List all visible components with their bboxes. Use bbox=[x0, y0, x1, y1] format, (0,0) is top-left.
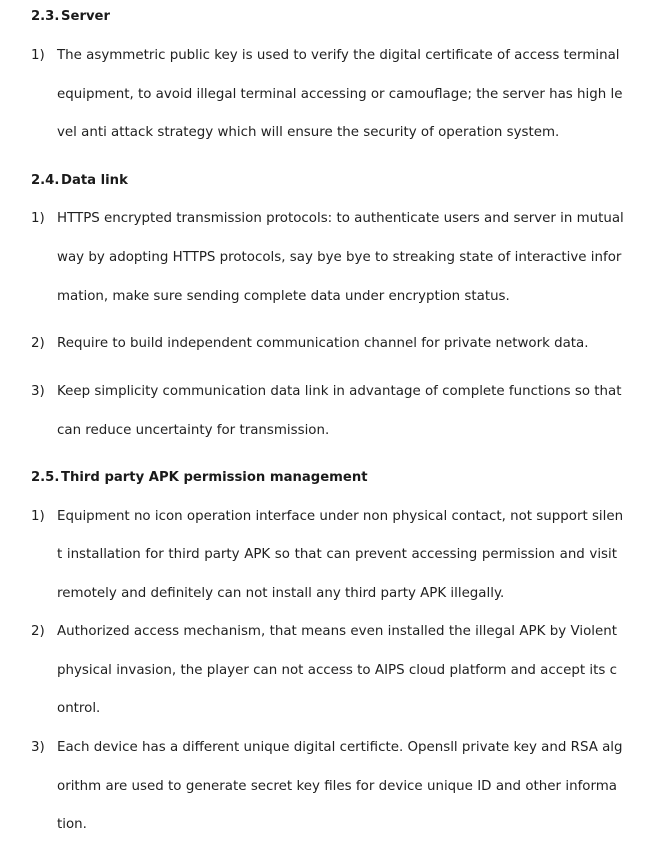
list-marker: 1) bbox=[31, 211, 45, 226]
list-marker: 1) bbox=[31, 509, 45, 524]
paragraph-line: HTTPS encrypted transmission protocols: to authenticate users and server in mutual bbox=[57, 211, 624, 226]
paragraph-line: Each device has a different unique digital certificte. Opensll private key and RSA alg bbox=[57, 740, 623, 755]
paragraph-line: Authorized access mechanism, that means even installed the illegal APK by Violent bbox=[57, 624, 617, 639]
section-number: 2.4. bbox=[31, 173, 60, 188]
paragraph-line: The asymmetric public key is used to verify the digital certificate of access terminal bbox=[57, 48, 620, 63]
section-title: Server bbox=[61, 9, 110, 24]
list-marker: 3) bbox=[31, 740, 45, 755]
paragraph-line: Require to build independent communication channel for private network data. bbox=[57, 336, 589, 351]
list-marker: 3) bbox=[31, 384, 45, 399]
section-number: 2.3. bbox=[31, 9, 60, 24]
paragraph-line: ontrol. bbox=[57, 701, 101, 716]
paragraph-line: vel anti attack strategy which will ensure the security of operation system. bbox=[57, 125, 560, 140]
paragraph-line: t installation for third party APK so that can prevent accessing permission and visit bbox=[57, 547, 617, 562]
section-heading-third-party-apk bbox=[31, 469, 368, 487]
paragraph-line: orithm are used to generate secret key files for device unique ID and other informa bbox=[57, 779, 617, 794]
section-number: 2.5. bbox=[31, 470, 60, 485]
section-title: Data link bbox=[61, 173, 128, 188]
paragraph-line: tion. bbox=[57, 817, 87, 832]
section-heading-data-link bbox=[31, 172, 128, 190]
paragraph-line: can reduce uncertainty for transmission. bbox=[57, 423, 330, 438]
paragraph-line: remotely and definitely can not install any third party APK illegally. bbox=[57, 586, 505, 601]
paragraph-line: mation, make sure sending complete data under encryption status. bbox=[57, 289, 510, 304]
paragraph-line: way by adopting HTTPS protocols, say bye bye to streaking state of interactive infor bbox=[57, 250, 622, 265]
section-heading-server bbox=[31, 8, 110, 26]
paragraph-line: Keep simplicity communication data link in advantage of complete functions so that bbox=[57, 384, 622, 399]
paragraph-line: Equipment no icon operation interface under non physical contact, not support silen bbox=[57, 509, 624, 524]
list-marker: 1) bbox=[31, 48, 45, 63]
paragraph-line: equipment, to avoid illegal terminal accessing or camouflage; the server has high le bbox=[57, 87, 623, 102]
list-marker: 2) bbox=[31, 336, 45, 351]
paragraph-line: physical invasion, the player can not access to AIPS cloud platform and accept its c bbox=[57, 663, 617, 678]
list-marker: 2) bbox=[31, 624, 45, 639]
section-title: Third party APK permission management bbox=[61, 470, 368, 485]
